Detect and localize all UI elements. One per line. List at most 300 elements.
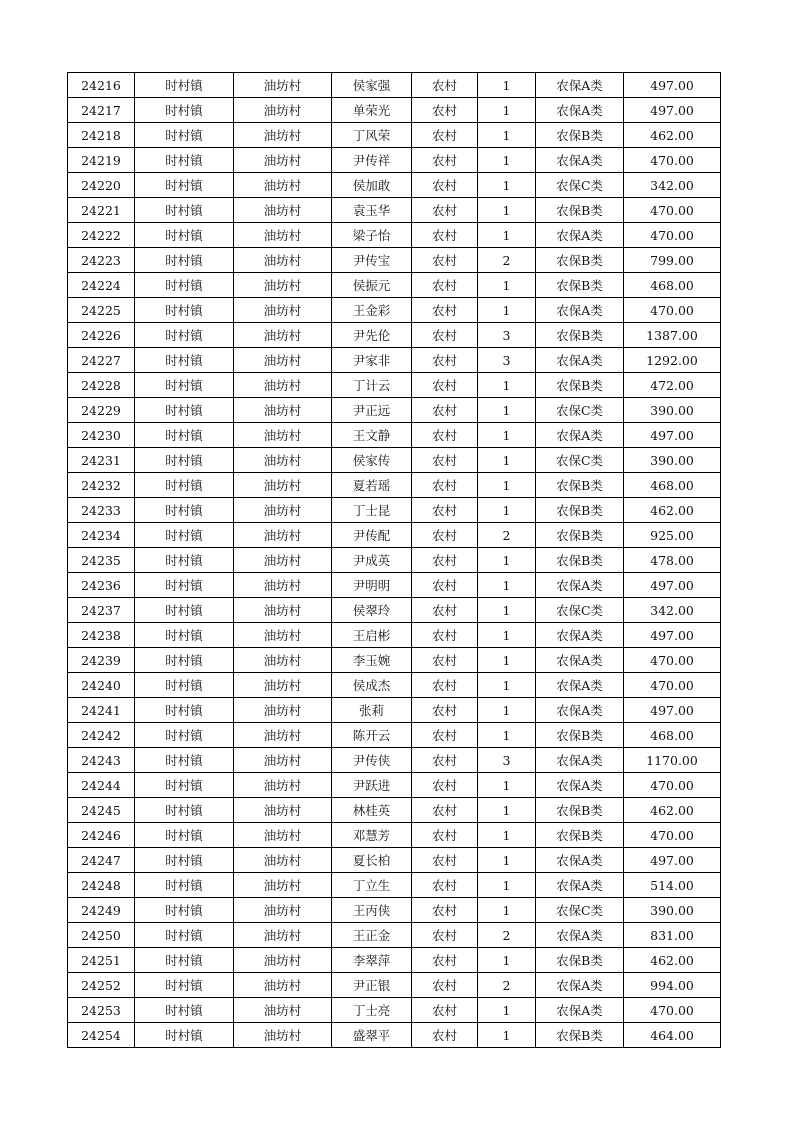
people-count-cell: 1	[478, 473, 536, 498]
household-type-cell: 农村	[412, 673, 478, 698]
amount-cell: 470.00	[624, 198, 721, 223]
town-cell: 时村镇	[135, 823, 234, 848]
category-cell: 农保B类	[536, 273, 624, 298]
village-cell: 油坊村	[234, 498, 332, 523]
category-cell: 农保C类	[536, 898, 624, 923]
record-id: 24243	[68, 748, 135, 773]
town-cell: 时村镇	[135, 848, 234, 873]
name-cell: 袁玉华	[332, 198, 412, 223]
town-cell: 时村镇	[135, 1023, 234, 1048]
table-row	[68, 373, 721, 398]
people-count-cell: 2	[478, 973, 536, 998]
amount-cell: 468.00	[624, 273, 721, 298]
household-type-cell: 农村	[412, 598, 478, 623]
amount-cell: 470.00	[624, 648, 721, 673]
record-id: 24237	[68, 598, 135, 623]
name-cell: 尹传宝	[332, 248, 412, 273]
category-cell: 农保A类	[536, 648, 624, 673]
amount-cell: 390.00	[624, 898, 721, 923]
table-row	[68, 998, 721, 1023]
record-id: 24233	[68, 498, 135, 523]
village-cell: 油坊村	[234, 148, 332, 173]
category-cell: 农保A类	[536, 998, 624, 1023]
amount-cell: 497.00	[624, 98, 721, 123]
town-cell: 时村镇	[135, 598, 234, 623]
record-id: 24239	[68, 648, 135, 673]
household-type-cell: 农村	[412, 223, 478, 248]
record-id: 24216	[68, 73, 135, 98]
village-cell: 油坊村	[234, 323, 332, 348]
household-type-cell: 农村	[412, 148, 478, 173]
household-type-cell: 农村	[412, 298, 478, 323]
household-type-cell: 农村	[412, 1023, 478, 1048]
name-cell: 王丙侠	[332, 898, 412, 923]
town-cell: 时村镇	[135, 673, 234, 698]
town-cell: 时村镇	[135, 623, 234, 648]
category-cell: 农保A类	[536, 73, 624, 98]
name-cell: 丁立生	[332, 873, 412, 898]
amount-cell: 470.00	[624, 298, 721, 323]
village-cell: 油坊村	[234, 648, 332, 673]
amount-cell: 462.00	[624, 123, 721, 148]
record-id: 24227	[68, 348, 135, 373]
people-count-cell: 1	[478, 598, 536, 623]
household-type-cell: 农村	[412, 723, 478, 748]
record-id: 24252	[68, 973, 135, 998]
amount-cell: 464.00	[624, 1023, 721, 1048]
category-cell: 农保A类	[536, 348, 624, 373]
people-count-cell: 1	[478, 498, 536, 523]
name-cell: 李玉婉	[332, 648, 412, 673]
record-id: 24226	[68, 323, 135, 348]
name-cell: 侯家传	[332, 448, 412, 473]
town-cell: 时村镇	[135, 923, 234, 948]
people-count-cell: 1	[478, 648, 536, 673]
record-id: 24228	[68, 373, 135, 398]
name-cell: 尹成英	[332, 548, 412, 573]
table-row	[68, 723, 721, 748]
name-cell: 盛翠平	[332, 1023, 412, 1048]
household-type-cell: 农村	[412, 773, 478, 798]
amount-cell: 497.00	[624, 698, 721, 723]
amount-cell: 468.00	[624, 723, 721, 748]
town-cell: 时村镇	[135, 98, 234, 123]
town-cell: 时村镇	[135, 123, 234, 148]
record-id: 24223	[68, 248, 135, 273]
name-cell: 王文静	[332, 423, 412, 448]
amount-cell: 470.00	[624, 773, 721, 798]
household-type-cell: 农村	[412, 998, 478, 1023]
town-cell: 时村镇	[135, 323, 234, 348]
table-row	[68, 173, 721, 198]
record-id: 24251	[68, 948, 135, 973]
amount-cell: 462.00	[624, 798, 721, 823]
category-cell: 农保A类	[536, 223, 624, 248]
table-row	[68, 273, 721, 298]
name-cell: 夏若瑶	[332, 473, 412, 498]
table-body	[68, 73, 721, 1048]
category-cell: 农保A类	[536, 148, 624, 173]
table-row	[68, 73, 721, 98]
category-cell: 农保A类	[536, 298, 624, 323]
people-count-cell: 1	[478, 398, 536, 423]
record-id: 24221	[68, 198, 135, 223]
people-count-cell: 1	[478, 998, 536, 1023]
record-id: 24232	[68, 473, 135, 498]
village-cell: 油坊村	[234, 598, 332, 623]
town-cell: 时村镇	[135, 523, 234, 548]
amount-cell: 390.00	[624, 398, 721, 423]
record-id: 24247	[68, 848, 135, 873]
village-cell: 油坊村	[234, 123, 332, 148]
name-cell: 侯加敢	[332, 173, 412, 198]
category-cell: 农保B类	[536, 498, 624, 523]
village-cell: 油坊村	[234, 973, 332, 998]
town-cell: 时村镇	[135, 298, 234, 323]
people-count-cell: 1	[478, 573, 536, 598]
town-cell: 时村镇	[135, 973, 234, 998]
household-type-cell: 农村	[412, 398, 478, 423]
amount-cell: 342.00	[624, 173, 721, 198]
name-cell: 尹明明	[332, 573, 412, 598]
people-count-cell: 2	[478, 923, 536, 948]
name-cell: 陈开云	[332, 723, 412, 748]
table-row	[68, 898, 721, 923]
people-count-cell: 1	[478, 223, 536, 248]
table-row	[68, 848, 721, 873]
household-type-cell: 农村	[412, 323, 478, 348]
people-count-cell: 3	[478, 323, 536, 348]
record-id: 24244	[68, 773, 135, 798]
household-type-cell: 农村	[412, 823, 478, 848]
village-cell: 油坊村	[234, 73, 332, 98]
household-type-cell: 农村	[412, 173, 478, 198]
name-cell: 尹先伦	[332, 323, 412, 348]
household-type-cell: 农村	[412, 898, 478, 923]
name-cell: 丁计云	[332, 373, 412, 398]
amount-cell: 470.00	[624, 673, 721, 698]
table-row	[68, 498, 721, 523]
household-type-cell: 农村	[412, 348, 478, 373]
name-cell: 尹正远	[332, 398, 412, 423]
village-cell: 油坊村	[234, 373, 332, 398]
table-row	[68, 148, 721, 173]
amount-cell: 994.00	[624, 973, 721, 998]
amount-cell: 478.00	[624, 548, 721, 573]
household-type-cell: 农村	[412, 123, 478, 148]
category-cell: 农保B类	[536, 373, 624, 398]
village-cell: 油坊村	[234, 1023, 332, 1048]
amount-cell: 497.00	[624, 423, 721, 448]
village-cell: 油坊村	[234, 873, 332, 898]
people-count-cell: 1	[478, 798, 536, 823]
table-row	[68, 298, 721, 323]
category-cell: 农保B类	[536, 798, 624, 823]
name-cell: 夏长柏	[332, 848, 412, 873]
name-cell: 单荣光	[332, 98, 412, 123]
people-count-cell: 1	[478, 1023, 536, 1048]
record-id: 24248	[68, 873, 135, 898]
table-row	[68, 648, 721, 673]
table-row	[68, 248, 721, 273]
record-id: 24241	[68, 698, 135, 723]
people-count-cell: 1	[478, 673, 536, 698]
amount-cell: 470.00	[624, 823, 721, 848]
record-id: 24217	[68, 98, 135, 123]
table-row	[68, 798, 721, 823]
table-row	[68, 398, 721, 423]
amount-cell: 470.00	[624, 998, 721, 1023]
town-cell: 时村镇	[135, 398, 234, 423]
category-cell: 农保B类	[536, 323, 624, 348]
town-cell: 时村镇	[135, 223, 234, 248]
name-cell: 侯家强	[332, 73, 412, 98]
people-count-cell: 1	[478, 298, 536, 323]
name-cell: 丁风荣	[332, 123, 412, 148]
record-id: 24230	[68, 423, 135, 448]
village-cell: 油坊村	[234, 548, 332, 573]
town-cell: 时村镇	[135, 773, 234, 798]
name-cell: 王启彬	[332, 623, 412, 648]
village-cell: 油坊村	[234, 623, 332, 648]
village-cell: 油坊村	[234, 223, 332, 248]
amount-cell: 1292.00	[624, 348, 721, 373]
village-cell: 油坊村	[234, 348, 332, 373]
town-cell: 时村镇	[135, 948, 234, 973]
town-cell: 时村镇	[135, 548, 234, 573]
record-id: 24254	[68, 1023, 135, 1048]
town-cell: 时村镇	[135, 898, 234, 923]
name-cell: 王金彩	[332, 298, 412, 323]
village-cell: 油坊村	[234, 723, 332, 748]
village-cell: 油坊村	[234, 273, 332, 298]
table-row	[68, 673, 721, 698]
people-count-cell: 1	[478, 823, 536, 848]
people-count-cell: 1	[478, 173, 536, 198]
household-type-cell: 农村	[412, 198, 478, 223]
table-row	[68, 698, 721, 723]
household-type-cell: 农村	[412, 848, 478, 873]
category-cell: 农保B类	[536, 1023, 624, 1048]
table-row	[68, 823, 721, 848]
town-cell: 时村镇	[135, 498, 234, 523]
record-id: 24250	[68, 923, 135, 948]
category-cell: 农保C类	[536, 598, 624, 623]
village-cell: 油坊村	[234, 673, 332, 698]
people-count-cell: 1	[478, 123, 536, 148]
record-id: 24249	[68, 898, 135, 923]
record-id: 24246	[68, 823, 135, 848]
record-id: 24231	[68, 448, 135, 473]
category-cell: 农保A类	[536, 673, 624, 698]
record-id: 24240	[68, 673, 135, 698]
category-cell: 农保B类	[536, 723, 624, 748]
household-type-cell: 农村	[412, 423, 478, 448]
category-cell: 农保A类	[536, 773, 624, 798]
household-type-cell: 农村	[412, 873, 478, 898]
category-cell: 农保A类	[536, 973, 624, 998]
town-cell: 时村镇	[135, 798, 234, 823]
table-row	[68, 448, 721, 473]
amount-cell: 462.00	[624, 498, 721, 523]
town-cell: 时村镇	[135, 198, 234, 223]
record-id: 24229	[68, 398, 135, 423]
town-cell: 时村镇	[135, 473, 234, 498]
amount-cell: 497.00	[624, 73, 721, 98]
record-id: 24220	[68, 173, 135, 198]
household-type-cell: 农村	[412, 948, 478, 973]
household-type-cell: 农村	[412, 448, 478, 473]
table-row	[68, 948, 721, 973]
category-cell: 农保C类	[536, 173, 624, 198]
town-cell: 时村镇	[135, 348, 234, 373]
table-row	[68, 548, 721, 573]
household-type-cell: 农村	[412, 548, 478, 573]
amount-cell: 470.00	[624, 148, 721, 173]
people-count-cell: 3	[478, 348, 536, 373]
name-cell: 林桂英	[332, 798, 412, 823]
record-id: 24224	[68, 273, 135, 298]
category-cell: 农保B类	[536, 198, 624, 223]
household-type-cell: 农村	[412, 98, 478, 123]
name-cell: 丁士昆	[332, 498, 412, 523]
village-cell: 油坊村	[234, 923, 332, 948]
name-cell: 丁士亮	[332, 998, 412, 1023]
table-row	[68, 423, 721, 448]
town-cell: 时村镇	[135, 448, 234, 473]
amount-cell: 925.00	[624, 523, 721, 548]
table-row	[68, 873, 721, 898]
people-count-cell: 2	[478, 248, 536, 273]
table-row	[68, 323, 721, 348]
household-type-cell: 农村	[412, 73, 478, 98]
record-id: 24238	[68, 623, 135, 648]
people-count-cell: 1	[478, 948, 536, 973]
record-id: 24218	[68, 123, 135, 148]
village-cell: 油坊村	[234, 448, 332, 473]
town-cell: 时村镇	[135, 873, 234, 898]
table-row	[68, 98, 721, 123]
category-cell: 农保B类	[536, 823, 624, 848]
household-type-cell: 农村	[412, 623, 478, 648]
people-count-cell: 1	[478, 273, 536, 298]
amount-cell: 497.00	[624, 573, 721, 598]
amount-cell: 799.00	[624, 248, 721, 273]
amount-cell: 831.00	[624, 923, 721, 948]
village-cell: 油坊村	[234, 798, 332, 823]
name-cell: 尹正银	[332, 973, 412, 998]
household-type-cell: 农村	[412, 573, 478, 598]
category-cell: 农保B类	[536, 948, 624, 973]
category-cell: 农保A类	[536, 423, 624, 448]
table-row	[68, 973, 721, 998]
table-row	[68, 523, 721, 548]
village-cell: 油坊村	[234, 573, 332, 598]
record-id: 24236	[68, 573, 135, 598]
people-count-cell: 1	[478, 873, 536, 898]
amount-cell: 514.00	[624, 873, 721, 898]
name-cell: 梁子怡	[332, 223, 412, 248]
household-type-cell: 农村	[412, 748, 478, 773]
table-row	[68, 223, 721, 248]
people-count-cell: 1	[478, 723, 536, 748]
town-cell: 时村镇	[135, 248, 234, 273]
household-type-cell: 农村	[412, 798, 478, 823]
town-cell: 时村镇	[135, 723, 234, 748]
amount-cell: 468.00	[624, 473, 721, 498]
household-type-cell: 农村	[412, 973, 478, 998]
household-type-cell: 农村	[412, 273, 478, 298]
village-cell: 油坊村	[234, 698, 332, 723]
town-cell: 时村镇	[135, 423, 234, 448]
category-cell: 农保B类	[536, 123, 624, 148]
village-cell: 油坊村	[234, 198, 332, 223]
table-row	[68, 748, 721, 773]
category-cell: 农保A类	[536, 623, 624, 648]
table-row	[68, 198, 721, 223]
town-cell: 时村镇	[135, 698, 234, 723]
category-cell: 农保C类	[536, 448, 624, 473]
amount-cell: 1387.00	[624, 323, 721, 348]
people-count-cell: 1	[478, 148, 536, 173]
town-cell: 时村镇	[135, 998, 234, 1023]
people-count-cell: 1	[478, 848, 536, 873]
town-cell: 时村镇	[135, 748, 234, 773]
village-cell: 油坊村	[234, 298, 332, 323]
name-cell: 尹传配	[332, 523, 412, 548]
category-cell: 农保A类	[536, 923, 624, 948]
name-cell: 尹传祥	[332, 148, 412, 173]
name-cell: 尹家非	[332, 348, 412, 373]
record-id: 24222	[68, 223, 135, 248]
people-count-cell: 1	[478, 73, 536, 98]
category-cell: 农保B类	[536, 248, 624, 273]
table-row	[68, 348, 721, 373]
household-type-cell: 农村	[412, 248, 478, 273]
amount-cell: 472.00	[624, 373, 721, 398]
people-count-cell: 1	[478, 698, 536, 723]
village-cell: 油坊村	[234, 523, 332, 548]
name-cell: 尹传侠	[332, 748, 412, 773]
table-row	[68, 573, 721, 598]
name-cell: 王正金	[332, 923, 412, 948]
village-cell: 油坊村	[234, 773, 332, 798]
amount-cell: 462.00	[624, 948, 721, 973]
table-row	[68, 773, 721, 798]
people-count-cell: 1	[478, 448, 536, 473]
category-cell: 农保C类	[536, 398, 624, 423]
town-cell: 时村镇	[135, 648, 234, 673]
household-type-cell: 农村	[412, 498, 478, 523]
town-cell: 时村镇	[135, 373, 234, 398]
town-cell: 时村镇	[135, 573, 234, 598]
amount-cell: 497.00	[624, 623, 721, 648]
village-cell: 油坊村	[234, 173, 332, 198]
household-type-cell: 农村	[412, 698, 478, 723]
name-cell: 邓慧芳	[332, 823, 412, 848]
amount-cell: 390.00	[624, 448, 721, 473]
people-count-cell: 1	[478, 898, 536, 923]
name-cell: 侯振元	[332, 273, 412, 298]
people-count-cell: 1	[478, 373, 536, 398]
village-cell: 油坊村	[234, 398, 332, 423]
village-cell: 油坊村	[234, 848, 332, 873]
name-cell: 侯成杰	[332, 673, 412, 698]
people-count-cell: 1	[478, 623, 536, 648]
category-cell: 农保A类	[536, 748, 624, 773]
record-id: 24219	[68, 148, 135, 173]
household-type-cell: 农村	[412, 923, 478, 948]
